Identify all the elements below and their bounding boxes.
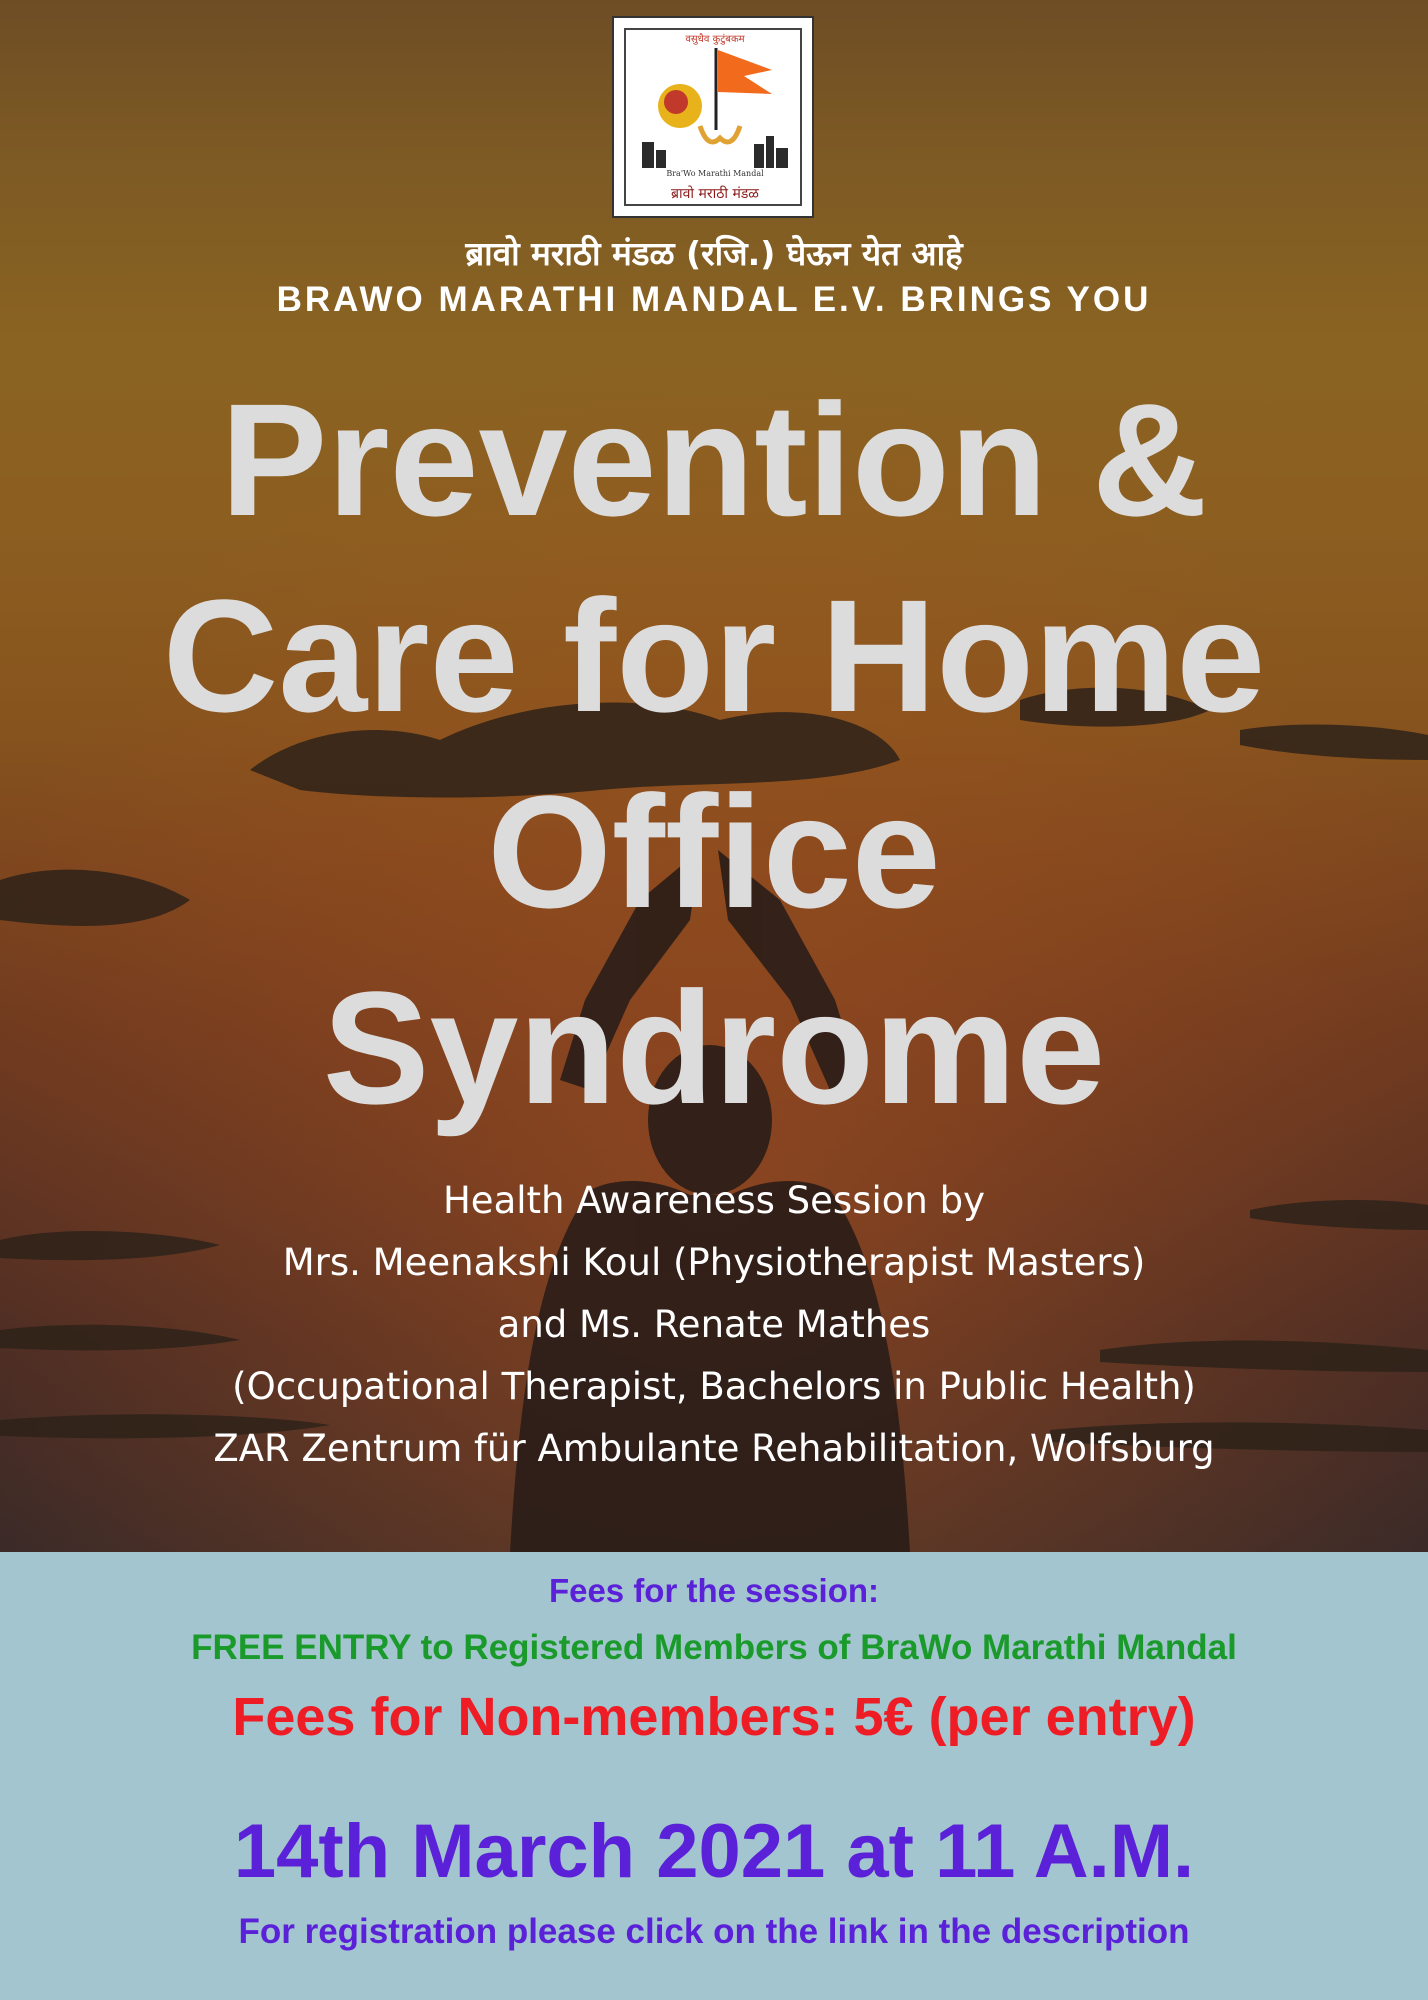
title-line-2: Care for Home — [162, 566, 1266, 745]
title-line-4: Syndrome — [322, 958, 1106, 1137]
session-line-3: and Ms. Renate Mathes — [497, 1303, 931, 1346]
session-line-5: ZAR Zentrum für Ambulante Rehabilitation, Wolfsburg — [213, 1427, 1215, 1470]
brings-you-header: BRAWO MARATHI MANDAL E.V. BRINGS YOU — [276, 280, 1152, 319]
info-panel — [0, 1552, 1428, 2000]
event-datetime: 14th March 2021 at 11 A.M. — [233, 1809, 1195, 1894]
brawo-logo — [612, 16, 814, 218]
non-member-fees-text: Fees for Non-members: 5€ (per entry) — [232, 1687, 1196, 1747]
saffron-flag-icon — [716, 48, 772, 130]
fees-heading: Fees for the session: — [548, 1572, 880, 1609]
logo-top-text: वसुधैव कुटुंबकम — [685, 34, 745, 45]
page-title — [0, 362, 1428, 1146]
session-details — [0, 1170, 1428, 1480]
logo-marathi-name: ब्रावो मराठी मंडळ — [671, 186, 759, 202]
registration-note: For registration please click on the link in the description — [238, 1912, 1190, 1951]
logo-artwork — [614, 18, 816, 220]
session-line-1: Health Awareness Session by — [442, 1179, 985, 1222]
session-line-2: Mrs. Meenakshi Koul (Physiotherapist Masters) — [282, 1241, 1146, 1284]
marathi-header: ब्रावो मराठी मंडळ (रजि.) घेऊन येत आहे — [465, 234, 963, 273]
title-line-3: Office — [487, 762, 941, 941]
title-line-1: Prevention & — [220, 370, 1208, 549]
session-line-4: (Occupational Therapist, Bachelors in Public Health) — [232, 1365, 1196, 1408]
logo-english-name: Bra'Wo Marathi Mandal — [666, 169, 764, 178]
free-entry-text: FREE ENTRY to Registered Members of BraWo Marathi Mandal — [191, 1628, 1237, 1667]
